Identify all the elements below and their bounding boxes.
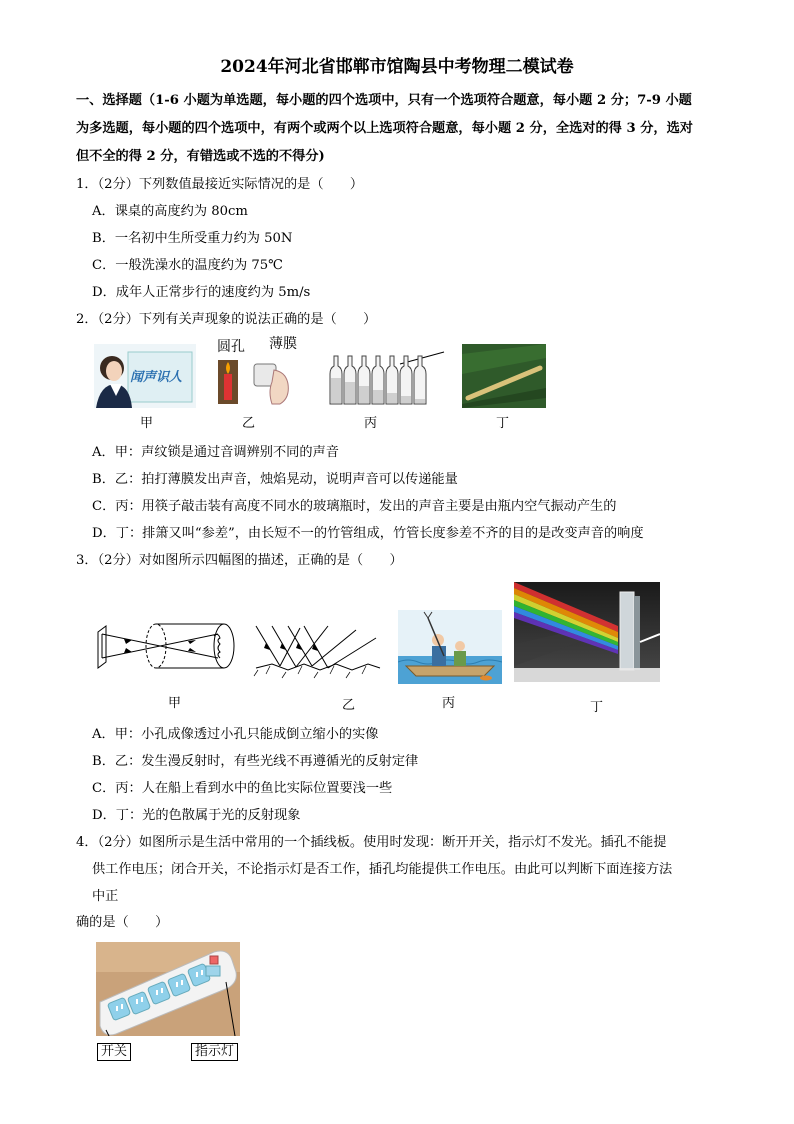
q3-option-c: C．丙：人在船上看到水中的鱼比实际位置要浅一些	[92, 781, 393, 796]
q4-figure-power-strip	[96, 942, 240, 1036]
q1-option-b: B．一名初中生所受重力约为 50N	[92, 231, 293, 246]
q2-banner-text: 闻声识人	[130, 370, 183, 385]
q2-option-d: D．丁：排箫又叫“参差”，由长短不一的竹管组成，竹管长度参差不齐的目的是改变声音的响度	[92, 526, 644, 541]
q3-option-d: D．丁：光的色散属于光的反射现象	[92, 808, 301, 823]
q3-figure-yi-diffuse-reflection	[252, 624, 382, 680]
q2-option-c: C．丙：用筷子敲击装有高度不同水的玻璃瓶时，发出的声音主要是由瓶内空气振动产生的	[92, 499, 617, 514]
paper-title: 2024年河北省邯郸市馆陶县中考物理二模试卷	[220, 57, 574, 77]
q3-caption-yi: 乙	[342, 698, 356, 713]
q1-stem: 1．（2分）下列数值最接近实际情况的是（ ）	[76, 177, 364, 192]
q3-option-a: A．甲：小孔成像透过小孔只能成倒立缩小的实像	[92, 727, 379, 742]
q2-label-film: 薄膜	[269, 336, 297, 352]
q2-caption-yi: 乙	[242, 416, 256, 431]
section-instructions-line3: 但不全的得 2 分，有错选或不选的不得分)	[76, 149, 325, 164]
q4-label-switch: 开关	[97, 1043, 131, 1061]
section-instructions-line1: 一、选择题（1-6 小题为单选题，每小题的四个选项中，只有一个选项符合题意，每小题 2 分；7-9 小题	[76, 93, 692, 108]
q2-option-b: B．乙：拍打薄膜发出声音，烛焰晃动，说明声音可以传递能量	[92, 472, 458, 487]
q3-figure-jia-pinhole	[92, 618, 240, 676]
q2-figure-yi-candle	[214, 354, 296, 406]
q2-caption-ding: 丁	[496, 416, 510, 431]
q1-option-a: A．课桌的高度约为 80cm	[92, 204, 248, 219]
q2-figure-ding-panpipe	[462, 344, 546, 408]
q4-label-indicator: 指示灯	[191, 1043, 238, 1061]
q2-caption-bing: 丙	[364, 416, 378, 431]
q3-caption-bing: 丙	[442, 696, 456, 711]
section-instructions-line2: 为多选题，每小题的四个选项中，有两个或两个以上选项符合题意，每小题 2 分，全选对的得 3 分，选对	[76, 121, 693, 136]
q4-stem-line2: 供工作电压；闭合开关，不论指示灯是否工作，插孔均能提供工作电压。由此可以判断下面连接方法	[92, 862, 673, 877]
q4-stem-line3: 中正	[92, 889, 119, 904]
q1-option-c: C．一般洗澡水的温度约为 75℃	[92, 258, 283, 273]
q2-label-hole: 圆孔	[217, 339, 245, 355]
q3-option-b: B．乙：发生漫反射时，有些光线不再遵循光的反射定律	[92, 754, 419, 769]
q3-stem: 3．（2分）对如图所示四幅图的描述，正确的是（ ）	[76, 553, 403, 568]
q2-caption-jia: 甲	[140, 416, 154, 431]
q3-caption-jia: 甲	[168, 696, 182, 711]
q3-figure-ding-prism	[514, 582, 660, 682]
q3-figure-bing-boat	[398, 610, 502, 684]
q1-option-d: D．成年人正常步行的速度约为 5m/s	[92, 285, 311, 300]
q2-option-a: A．甲：声纹锁是通过音调辨别不同的声音	[92, 445, 339, 460]
q3-caption-ding: 丁	[590, 700, 604, 715]
q4-stem-line1: 4．（2分）如图所示是生活中常用的一个插线板。使用时发现：断开开关，指示灯不发光。插孔不能提	[76, 835, 667, 850]
q2-stem: 2．（2分）下列有关声现象的说法正确的是（ ）	[76, 312, 377, 327]
q2-figure-bing-bottles	[326, 350, 448, 408]
q4-stem-line4: 确的是（ ）	[76, 915, 169, 930]
